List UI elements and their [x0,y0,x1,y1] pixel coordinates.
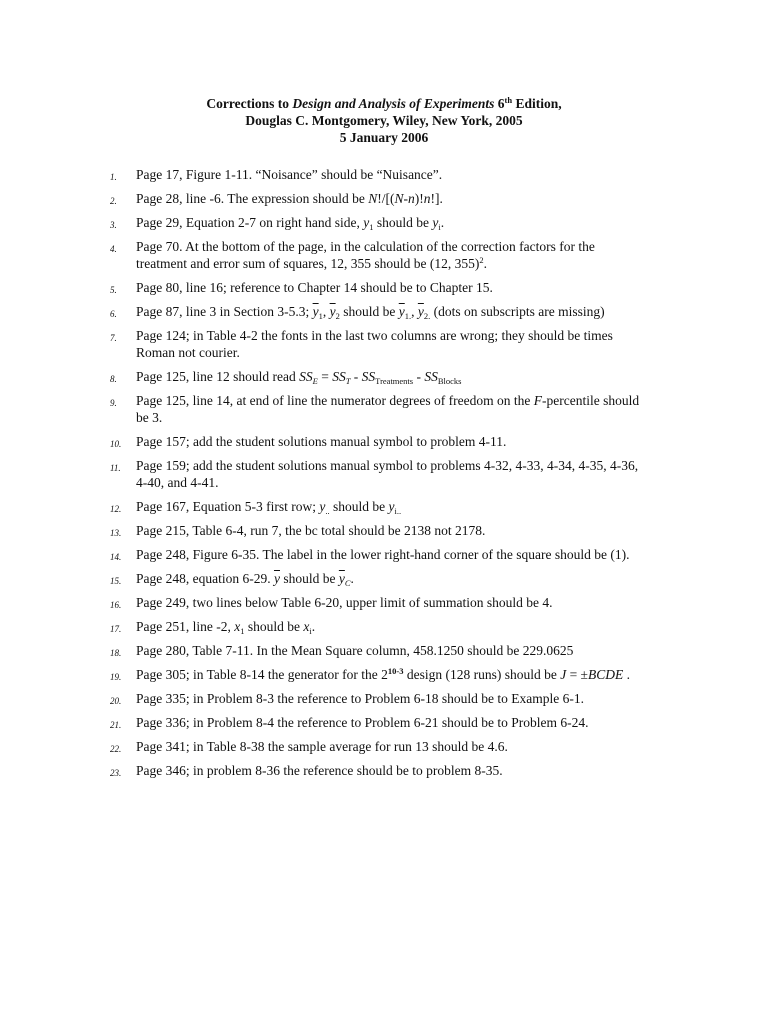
list-item [0,433,768,450]
list-item [0,570,768,587]
item-number: 19. [110,672,122,682]
list-item [0,498,768,515]
document-header [0,95,768,146]
item-text: Page 305; in Table 8-14 the generator for the 2$^{10-3}$ design (128 runs) should be J = ±BCDE . [136,666,630,682]
list-item [0,738,768,755]
list-item [0,190,768,207]
header-prefix: Corrections to [206,96,293,111]
list-item [0,279,768,296]
header-title-line [0,95,768,112]
list-item [0,522,768,539]
item-text: Page 87, line 3 in Section 3-5.3; $\overline{y}_1$, $\overline{y}_2$ should be $\overline{y}_{1.}$, $\overline{y}_{2.}$ (dots on subscripts are missing) [136,304,605,321]
item-number: 7. [110,333,117,343]
list-item [0,457,768,491]
item-number: 8. [110,374,117,384]
item-number: 10. [110,439,122,449]
item-number: 1. [110,172,117,182]
item-text: Page 70. At the bottom of the page, in the calculation of the correction factors for the treatment and error sum of squares, 12, 355 should be (12, 355)$^2$. [136,239,595,271]
list-item [0,762,768,779]
edition-word: Edition, [512,96,562,111]
item-number: 16. [110,600,122,610]
item-text: Page 215, Table 6-4, run 7, the bc total should be 2138 not 2178. [136,523,486,538]
list-item [0,690,768,707]
edition-superscript: th [504,95,513,105]
list-item [0,303,768,320]
item-number: 6. [110,309,117,319]
edition-number: 6 [494,96,505,111]
item-text: Page 125, line 14, at end of line the numerator degrees of freedom on the F-percentile should be 3. [136,393,640,425]
corrections-list [0,166,768,786]
item-number: 18. [110,648,122,658]
item-text: Page 28, line -6. The expression should be N!/[(N-n)!n!]. [136,191,443,206]
item-text: Page 124; in Table 4-2 the fonts in the last two columns are wrong; they should be times Roman not courier. [136,328,613,360]
item-number: 14. [110,552,122,562]
item-number: 13. [110,528,122,538]
item-text: Page 157; add the student solutions manual symbol to problem 4-11. [136,434,507,449]
list-item [0,392,768,426]
list-item [0,327,768,361]
list-item [0,166,768,183]
item-text: Page 249, two lines below Table 6-20, upper limit of summation should be 4. [136,595,553,610]
list-item [0,618,768,635]
book-title: Design and Analysis of Experiments [292,96,495,111]
item-number: 17. [110,624,122,634]
list-item [0,214,768,231]
list-item [0,714,768,731]
item-text: Page 280, Table 7-11. In the Mean Square column, 458.1250 should be 229.0625 [136,643,574,658]
item-number: 2. [110,196,117,206]
item-number: 20. [110,696,122,706]
item-text: Page 167, Equation 5-3 first row; $y_{..}$ should be $y_{i..}$ [136,499,402,516]
item-number: 9. [110,398,117,408]
list-item [0,666,768,683]
item-text: Page 159; add the student solutions manual symbol to problems 4-32, 4-33, 4-34, 4-35, 4-36, 4-40, and 4-41. [136,458,639,490]
item-number: 22. [110,744,122,754]
item-text: Page 29, Equation 2-7 on right hand side, $y_1$ should be $y_i$. [136,215,445,232]
item-text: Page 80, line 16; reference to Chapter 14 should be to Chapter 15. [136,280,493,295]
item-number: 4. [110,244,117,254]
item-number: 12. [110,504,122,514]
item-number: 21. [110,720,122,730]
item-text: Page 125, line 12 should read $SS_E = SS_T - SS_{Treatments} - SS_{Blocks}$ [136,369,462,386]
item-number: 11. [110,463,121,473]
item-number: 23. [110,768,122,778]
item-text: Page 341; in Table 8-38 the sample average for run 13 should be 4.6. [136,739,508,754]
list-item [0,594,768,611]
header-date-line: 5 January 2006 [339,130,429,145]
item-number: 5. [110,285,117,295]
list-item [0,546,768,563]
list-item [0,238,768,272]
item-text: Page 346; in problem 8-36 the reference should be to problem 8-35. [136,763,503,778]
item-text: Page 336; in Problem 8-4 the reference to Problem 6-21 should be to Problem 6-24. [136,715,589,730]
item-text: Page 17, Figure 1-11. “Noisance” should be “Nuisance”. [136,167,443,182]
item-number: 15. [110,576,122,586]
item-text: Page 251, line -2, $x_1$ should be $x_i$. [136,619,316,636]
item-number: 3. [110,220,117,230]
header-author-line: Douglas C. Montgomery, Wiley, New York, 2005 [245,113,523,128]
item-text: Page 248, Figure 6-35. The label in the lower right-hand corner of the square should be (1). [136,547,630,562]
list-item [0,642,768,659]
item-text: Page 335; in Problem 8-3 the reference to Problem 6-18 should be to Example 6-1. [136,691,585,706]
item-text: Page 248, equation 6-29. $\overline{y}$ should be $\overline{y}_C$. [136,571,354,588]
list-item [0,368,768,385]
